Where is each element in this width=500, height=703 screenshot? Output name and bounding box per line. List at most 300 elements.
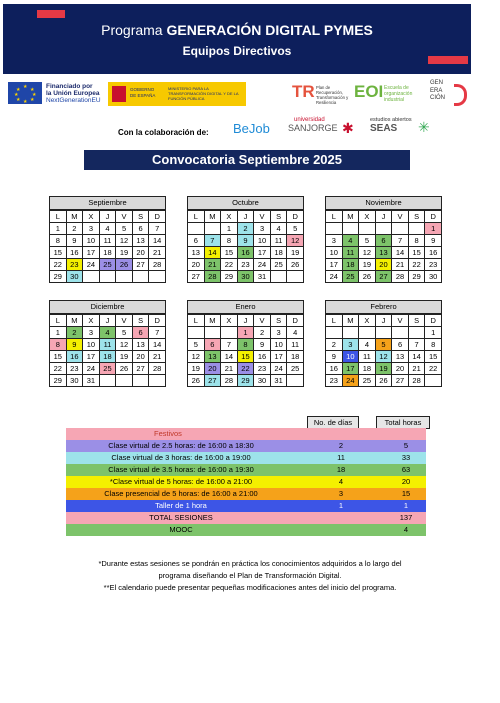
legend-row: [66, 524, 426, 536]
day-cell: 30: [425, 271, 442, 283]
legend-label: Festivos: [154, 429, 182, 438]
day-cell: 28: [149, 363, 166, 375]
day-cell: 19: [359, 259, 376, 271]
day-cell: 15: [237, 351, 254, 363]
day-cell: 10: [83, 339, 100, 351]
day-cell: 8: [50, 235, 67, 247]
weekday-header: S: [270, 315, 287, 327]
empty-day-cell: [132, 375, 149, 387]
legend-days: 3: [338, 489, 344, 498]
day-cell: 26: [375, 375, 392, 387]
day-cell: 29: [50, 375, 67, 387]
day-cell: 23: [237, 259, 254, 271]
day-cell: 1: [425, 327, 442, 339]
legend-days: 2: [338, 441, 344, 450]
day-cell: 4: [342, 235, 359, 247]
day-cell: 26: [116, 363, 133, 375]
month-title: Septiembre: [49, 196, 166, 210]
day-cell: 23: [66, 259, 83, 271]
day-cell: 14: [392, 247, 409, 259]
day-cell: 1: [221, 223, 238, 235]
day-cell: 17: [270, 351, 287, 363]
legend-row: [66, 464, 426, 476]
day-cell: 12: [375, 351, 392, 363]
day-cell: 21: [204, 259, 221, 271]
legend-days: 4: [338, 477, 344, 486]
empty-day-cell: [188, 223, 205, 235]
day-cell: 17: [83, 351, 100, 363]
gov-spain-logo: [108, 82, 246, 106]
day-cell: 7: [408, 339, 425, 351]
day-cell: 8: [425, 339, 442, 351]
day-cell: 22: [237, 363, 254, 375]
header-accent-bottom: [428, 56, 468, 64]
day-cell: 1: [237, 327, 254, 339]
weekday-header: D: [149, 315, 166, 327]
day-cell: 28: [149, 259, 166, 271]
weekday-header: L: [326, 211, 343, 223]
day-cell: 29: [221, 271, 238, 283]
weekday-header: S: [408, 315, 425, 327]
day-cell: 22: [50, 363, 67, 375]
day-cell: 27: [188, 271, 205, 283]
day-cell: 31: [254, 271, 271, 283]
empty-day-cell: [359, 223, 376, 235]
legend-row: [66, 428, 426, 440]
legend-label: Taller de 1 hora: [155, 501, 207, 510]
day-cell: 18: [99, 351, 116, 363]
day-cell: 19: [188, 363, 205, 375]
day-cell: 18: [99, 247, 116, 259]
day-cell: 9: [425, 235, 442, 247]
legend-hours: 4: [403, 525, 409, 534]
weekday-header: J: [237, 211, 254, 223]
day-cell: 6: [392, 339, 409, 351]
day-cell: 21: [221, 363, 238, 375]
day-cell: 19: [375, 363, 392, 375]
weekday-header: D: [425, 315, 442, 327]
gov-spain-text: GOBIERNO DE ESPAÑA: [130, 87, 156, 98]
day-cell: 10: [270, 339, 287, 351]
day-cell: 6: [188, 235, 205, 247]
day-cell: 25: [99, 259, 116, 271]
usj-logo: universidad SANJORGE: [288, 117, 338, 133]
legend-hours: 1: [403, 501, 409, 510]
day-cell: 20: [132, 351, 149, 363]
day-cell: 18: [359, 363, 376, 375]
eu-logo-text: Financiado por la Unión Europea NextGenerationEU: [46, 83, 101, 104]
legend-row: [66, 488, 426, 500]
generacion-d-mark: [454, 84, 467, 106]
day-cell: 9: [66, 339, 83, 351]
legend-row: [66, 512, 426, 524]
day-cell: 12: [116, 339, 133, 351]
day-cell: 9: [326, 351, 343, 363]
weekday-header: S: [270, 211, 287, 223]
day-cell: 31: [83, 375, 100, 387]
footnote-2: programa diseñando el Plan de Transformación Digital.: [158, 571, 342, 580]
day-cell: 1: [50, 223, 67, 235]
legend-hours: 20: [401, 477, 411, 486]
day-cell: 26: [116, 259, 133, 271]
day-cell: 14: [149, 339, 166, 351]
month-febrero: [325, 300, 442, 387]
empty-day-cell: [375, 327, 392, 339]
day-cell: 25: [359, 375, 376, 387]
day-cell: 28: [392, 271, 409, 283]
weekday-header: M: [204, 211, 221, 223]
legend-hours-header: Total horas: [376, 416, 430, 429]
day-cell: 2: [66, 223, 83, 235]
ministry-text: MINISTERIO PARA LA TRANSFORMACIÓN DIGITAL Y DE LA FUNCIÓN PÚBLICA: [168, 86, 239, 101]
day-cell: 1: [425, 223, 442, 235]
weekday-header: M: [66, 211, 83, 223]
day-cell: 2: [237, 223, 254, 235]
day-cell: 16: [66, 247, 83, 259]
day-cell: 15: [425, 351, 442, 363]
empty-day-cell: [287, 271, 304, 283]
day-cell: 3: [254, 223, 271, 235]
legend-days: 18: [336, 465, 346, 474]
day-cell: 13: [132, 235, 149, 247]
day-cell: 9: [66, 235, 83, 247]
day-cell: 4: [287, 327, 304, 339]
day-cell: 20: [204, 363, 221, 375]
empty-day-cell: [326, 327, 343, 339]
day-cell: 7: [204, 235, 221, 247]
seas-star-icon: ✳: [418, 119, 430, 135]
day-cell: 8: [50, 339, 67, 351]
month-title: Octubre: [187, 196, 304, 210]
day-cell: 19: [116, 247, 133, 259]
weekday-header: D: [149, 211, 166, 223]
day-cell: 30: [66, 375, 83, 387]
weekday-header: V: [254, 211, 271, 223]
weekday-header: M: [204, 315, 221, 327]
legend-days-header: No. de días: [307, 416, 359, 429]
empty-day-cell: [392, 223, 409, 235]
empty-day-cell: [99, 271, 116, 283]
day-cell: 16: [66, 351, 83, 363]
empty-day-cell: [149, 271, 166, 283]
day-cell: 21: [392, 259, 409, 271]
day-cell: 20: [132, 247, 149, 259]
weekday-header: S: [132, 315, 149, 327]
day-cell: 17: [83, 247, 100, 259]
day-cell: 8: [221, 235, 238, 247]
day-cell: 7: [149, 223, 166, 235]
day-cell: 24: [270, 363, 287, 375]
day-cell: 16: [326, 363, 343, 375]
day-cell: 14: [408, 351, 425, 363]
weekday-header: X: [221, 211, 238, 223]
weekday-header: S: [132, 211, 149, 223]
day-cell: 20: [375, 259, 392, 271]
day-cell: 13: [375, 247, 392, 259]
footnote-3: **El calendario puede presentar pequeñas modificaciones antes del inicio del programa.: [103, 583, 397, 592]
day-cell: 27: [392, 375, 409, 387]
weekday-header: X: [83, 315, 100, 327]
day-cell: 17: [254, 247, 271, 259]
day-cell: 7: [221, 339, 238, 351]
day-cell: 15: [221, 247, 238, 259]
day-cell: 5: [287, 223, 304, 235]
day-cell: 16: [425, 247, 442, 259]
legend-hours: 5: [403, 441, 409, 450]
day-cell: 25: [270, 259, 287, 271]
day-cell: 22: [221, 259, 238, 271]
weekday-header: J: [375, 211, 392, 223]
day-cell: 12: [188, 351, 205, 363]
weekday-header: D: [287, 315, 304, 327]
weekday-header: L: [188, 211, 205, 223]
day-cell: 10: [254, 235, 271, 247]
day-cell: 20: [188, 259, 205, 271]
day-cell: 7: [149, 327, 166, 339]
day-cell: 26: [359, 271, 376, 283]
day-cell: 30: [254, 375, 271, 387]
seas-logo: estudios abiertos SEAS: [370, 117, 412, 134]
day-cell: 11: [99, 235, 116, 247]
empty-day-cell: [425, 375, 442, 387]
day-cell: 10: [83, 235, 100, 247]
empty-day-cell: [287, 375, 304, 387]
legend-hours: 137: [399, 513, 413, 522]
weekday-header: M: [342, 315, 359, 327]
weekday-header: S: [408, 211, 425, 223]
day-cell: 27: [204, 375, 221, 387]
day-cell: 9: [254, 339, 271, 351]
day-cell: 13: [204, 351, 221, 363]
empty-day-cell: [188, 327, 205, 339]
legend-label: Clase virtual de 2.5 horas: de 16:00 a 18:30: [108, 441, 254, 450]
empty-day-cell: [270, 271, 287, 283]
empty-day-cell: [132, 271, 149, 283]
weekday-header: L: [50, 211, 67, 223]
day-cell: 18: [287, 351, 304, 363]
day-cell: 25: [287, 363, 304, 375]
legend-label: MOOC: [169, 525, 193, 534]
day-cell: 19: [116, 351, 133, 363]
weekday-header: V: [392, 315, 409, 327]
empty-day-cell: [342, 223, 359, 235]
day-cell: 3: [83, 223, 100, 235]
empty-day-cell: [116, 375, 133, 387]
bejob-logo: BeJob: [233, 121, 270, 136]
weekday-header: X: [359, 315, 376, 327]
weekday-header: J: [237, 315, 254, 327]
day-cell: 21: [149, 351, 166, 363]
convocatoria-banner: Convocatoria Septiembre 2025: [84, 150, 410, 170]
day-cell: 4: [99, 327, 116, 339]
day-cell: 13: [392, 351, 409, 363]
day-cell: 4: [359, 339, 376, 351]
weekday-header: V: [116, 211, 133, 223]
day-cell: 14: [204, 247, 221, 259]
empty-day-cell: [359, 327, 376, 339]
month-enero: [187, 300, 304, 387]
empty-day-cell: [221, 327, 238, 339]
day-cell: 3: [326, 235, 343, 247]
legend-hours: 33: [401, 453, 411, 462]
day-cell: 28: [221, 375, 238, 387]
day-cell: 22: [425, 363, 442, 375]
day-cell: 12: [116, 235, 133, 247]
weekday-header: L: [50, 315, 67, 327]
day-cell: 5: [375, 339, 392, 351]
day-cell: 15: [50, 247, 67, 259]
empty-day-cell: [408, 223, 425, 235]
day-cell: 11: [342, 247, 359, 259]
generacion-logo: GEN ERA CIÓN: [430, 80, 445, 101]
weekday-header: M: [342, 211, 359, 223]
day-cell: 21: [408, 363, 425, 375]
day-cell: 30: [66, 271, 83, 283]
day-cell: 23: [326, 375, 343, 387]
day-cell: 5: [116, 327, 133, 339]
weekday-header: J: [99, 211, 116, 223]
empty-day-cell: [408, 327, 425, 339]
day-cell: 10: [342, 351, 359, 363]
weekday-header: M: [66, 315, 83, 327]
day-cell: 11: [287, 339, 304, 351]
day-cell: 6: [132, 327, 149, 339]
footnote-1: *Durante estas sesiones se pondrán en práctica los conocimientos adquiridos a lo largo del: [98, 559, 402, 568]
collaboration-label: Con la colaboración de:: [118, 128, 209, 137]
legend-row: [66, 440, 426, 452]
legend-row: [66, 452, 426, 464]
day-cell: 5: [188, 339, 205, 351]
day-cell: 24: [83, 363, 100, 375]
day-cell: 8: [408, 235, 425, 247]
month-diciembre: [49, 300, 166, 387]
day-cell: 23: [425, 259, 442, 271]
weekday-header: V: [116, 315, 133, 327]
footnotes: [60, 558, 440, 594]
day-cell: 27: [132, 363, 149, 375]
empty-day-cell: [204, 327, 221, 339]
day-cell: 24: [342, 375, 359, 387]
empty-day-cell: [204, 223, 221, 235]
month-title: Febrero: [325, 300, 442, 314]
day-cell: 24: [326, 271, 343, 283]
day-cell: 4: [99, 223, 116, 235]
weekday-header: D: [287, 211, 304, 223]
day-cell: 29: [237, 375, 254, 387]
legend-row: [66, 476, 426, 488]
day-cell: 6: [375, 235, 392, 247]
day-cell: 2: [66, 327, 83, 339]
day-cell: 6: [204, 339, 221, 351]
month-septiembre: [49, 196, 166, 283]
weekday-header: X: [359, 211, 376, 223]
day-cell: 21: [149, 247, 166, 259]
header-accent-top: [37, 10, 65, 18]
weekday-header: L: [326, 315, 343, 327]
day-cell: 24: [254, 259, 271, 271]
empty-day-cell: [375, 223, 392, 235]
day-cell: 17: [342, 363, 359, 375]
day-cell: 13: [132, 339, 149, 351]
day-cell: 23: [66, 363, 83, 375]
legend-label: TOTAL SESIONES: [149, 513, 213, 522]
weekday-header: X: [221, 315, 238, 327]
weekday-header: D: [425, 211, 442, 223]
weekday-header: J: [99, 315, 116, 327]
eu-flag-icon: ★ ★ ★ ★ ★ ★ ★ ★: [8, 82, 42, 104]
day-cell: 22: [408, 259, 425, 271]
day-cell: 26: [188, 375, 205, 387]
month-octubre: [187, 196, 304, 283]
day-cell: 25: [99, 363, 116, 375]
day-cell: 16: [254, 351, 271, 363]
sponsor-logos-row: ★ ★ ★ ★ ★ ★ ★ ★ Financiado por la Unión Europea NextGenerationEU GOBIERNO DE ESPAÑA MINISTERIO PARA LA TRANSFORMACIÓN DIGITAL Y DE LA FUNCIÓN PÚBLICA TR Plan de Recuperación, Transformación y Resiliencia EOI Escuela de organización industrial GEN ERA CIÓN: [8, 78, 472, 110]
usj-star-icon: ✱: [342, 120, 354, 136]
legend-days: 11: [337, 453, 345, 462]
day-cell: 27: [132, 259, 149, 271]
day-cell: 17: [326, 259, 343, 271]
day-cell: 29: [50, 271, 67, 283]
day-cell: 28: [408, 375, 425, 387]
month-title: Enero: [187, 300, 304, 314]
day-cell: 3: [83, 327, 100, 339]
day-cell: 13: [188, 247, 205, 259]
weekday-header: V: [392, 211, 409, 223]
header-banner: [3, 4, 471, 74]
day-cell: 23: [254, 363, 271, 375]
legend-days: 1: [338, 501, 344, 510]
day-cell: 5: [116, 223, 133, 235]
day-cell: 18: [270, 247, 287, 259]
day-cell: 2: [254, 327, 271, 339]
day-cell: 6: [132, 223, 149, 235]
month-title: Noviembre: [325, 196, 442, 210]
day-cell: 20: [392, 363, 409, 375]
program-subtitle: Equipos Directivos: [182, 44, 292, 58]
weekday-header: L: [188, 315, 205, 327]
day-cell: 26: [287, 259, 304, 271]
legend-row: [66, 500, 426, 512]
day-cell: 1: [50, 327, 67, 339]
empty-day-cell: [149, 375, 166, 387]
day-cell: 3: [342, 339, 359, 351]
legend-hours: 63: [401, 465, 411, 474]
day-cell: 18: [342, 259, 359, 271]
empty-day-cell: [326, 223, 343, 235]
day-cell: 29: [408, 271, 425, 283]
day-cell: 9: [237, 235, 254, 247]
day-cell: 22: [50, 259, 67, 271]
weekday-header: J: [375, 315, 392, 327]
empty-day-cell: [342, 327, 359, 339]
legend-label: Clase virtual de 3 horas: de 16:00 a 19:00: [111, 453, 251, 462]
day-cell: 19: [287, 247, 304, 259]
day-cell: 10: [326, 247, 343, 259]
day-cell: 12: [287, 235, 304, 247]
day-cell: 11: [270, 235, 287, 247]
day-cell: 7: [392, 235, 409, 247]
empty-day-cell: [116, 271, 133, 283]
day-cell: 28: [204, 271, 221, 283]
day-cell: 27: [375, 271, 392, 283]
day-cell: 11: [99, 339, 116, 351]
day-cell: 4: [270, 223, 287, 235]
day-cell: 14: [149, 235, 166, 247]
day-cell: 30: [237, 271, 254, 283]
day-cell: 3: [270, 327, 287, 339]
legend-label: *Clase virtual de 5 horas: de 16:00 a 21:00: [109, 477, 253, 486]
empty-day-cell: [99, 375, 116, 387]
